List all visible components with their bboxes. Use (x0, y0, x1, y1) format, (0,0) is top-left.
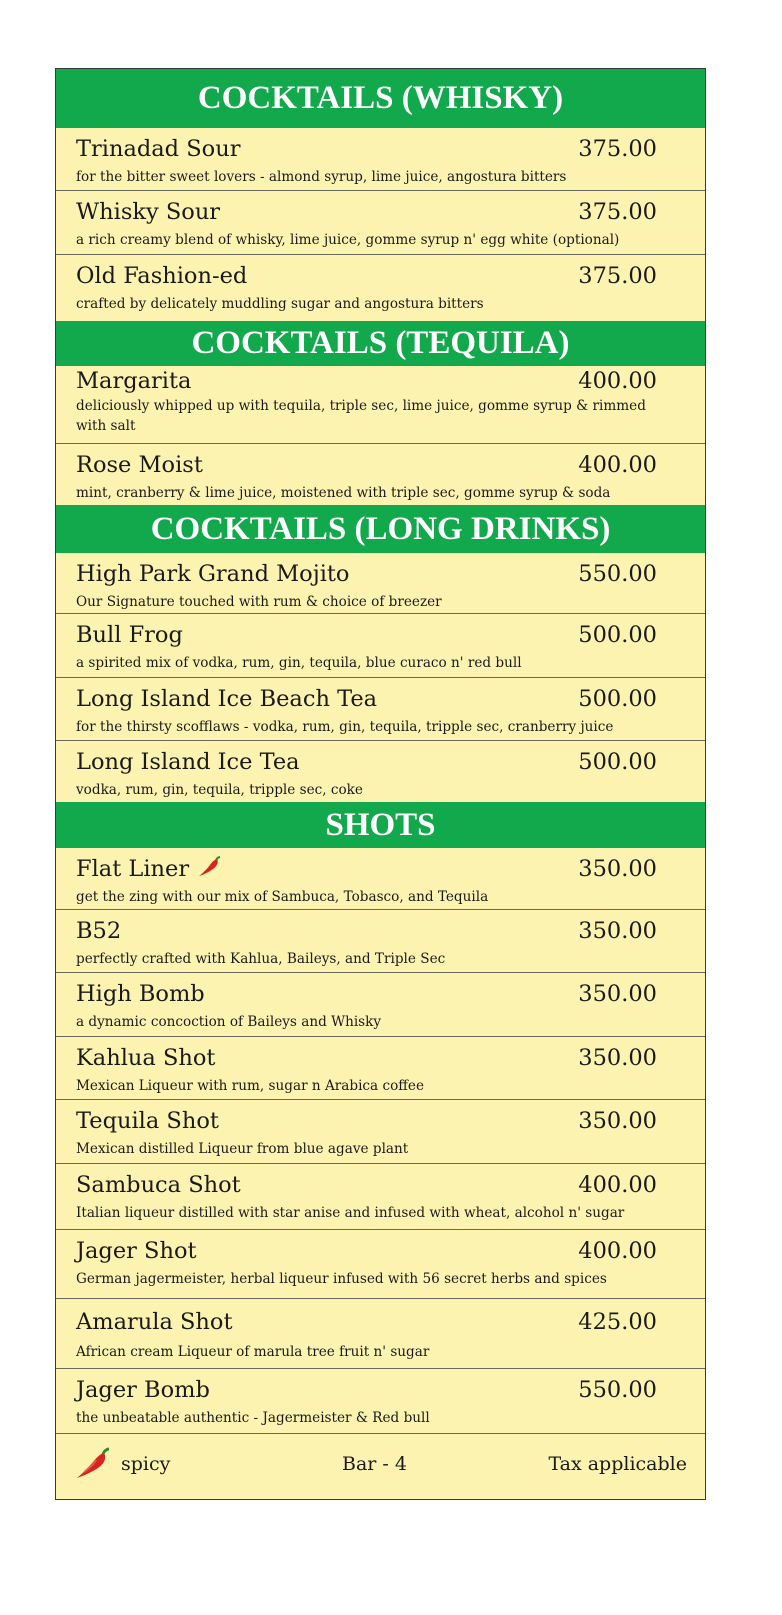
item-price: 425.00 (578, 1309, 657, 1335)
menu-item (56, 1037, 705, 1100)
item-price: 400.00 (578, 1238, 657, 1264)
menu-card (55, 68, 706, 1500)
item-description: a dynamic concoction of Baileys and Whisky (76, 1014, 382, 1030)
menu-item (56, 1299, 705, 1369)
item-price: 350.00 (578, 1108, 657, 1134)
section-title: COCKTAILS (LONG DRINKS) (150, 510, 611, 547)
item-description: Mexican Liqueur with rum, sugar n Arabica coffee (76, 1078, 425, 1094)
item-description: German jagermeister, herbal liqueur infused with 56 secret herbs and spices (76, 1271, 607, 1287)
item-description: African cream Liqueur of marula tree fruit n' sugar (76, 1344, 430, 1360)
section-header-cocktails-tequila (56, 321, 705, 366)
item-price: 350.00 (578, 981, 657, 1007)
menu-item (56, 444, 705, 505)
item-name: Rose Moist (76, 452, 203, 478)
bar-label: Bar - 4 (342, 1453, 407, 1475)
item-name: Whisky Sour (76, 199, 221, 225)
item-name: High Park Grand Mojito (76, 561, 350, 587)
menu-item (56, 1369, 705, 1435)
item-price: 550.00 (578, 1377, 657, 1403)
item-price: 375.00 (578, 136, 657, 162)
item-name: Kahlua Shot (76, 1045, 216, 1071)
menu-footer (56, 1433, 705, 1499)
item-name: Sambuca Shot (76, 1172, 241, 1198)
item-name: Margarita (76, 368, 192, 394)
item-price: 375.00 (578, 263, 657, 289)
item-price: 400.00 (578, 368, 657, 394)
menu-item (56, 1100, 705, 1164)
item-description: for the bitter sweet lovers - almond syrup, lime juice, angostura bitters (76, 169, 567, 185)
menu-item (56, 848, 705, 910)
item-name: Jager Shot (76, 1238, 197, 1264)
item-price: 500.00 (578, 622, 657, 648)
item-name: Long Island Ice Tea (76, 749, 300, 775)
item-price: 400.00 (578, 1172, 657, 1198)
section-title: COCKTAILS (WHISKY) (197, 80, 564, 116)
item-description: perfectly crafted with Kahlua, Baileys, and Triple Sec (76, 951, 446, 967)
item-name: High Bomb (76, 981, 205, 1007)
item-price: 550.00 (578, 561, 657, 587)
item-description: a rich creamy blend of whisky, lime juice, gomme syrup n' egg white (optional) (76, 232, 620, 248)
item-price: 350.00 (578, 1045, 657, 1071)
section-title: COCKTAILS (TEQUILA) (191, 325, 570, 361)
item-price: 350.00 (578, 856, 657, 882)
item-name: Trinadad Sour (76, 136, 241, 162)
menu-item (56, 366, 705, 444)
item-name (76, 856, 221, 884)
section-header-cocktails-whisky (56, 69, 705, 128)
chili-pepper-icon (74, 1447, 110, 1485)
item-description: for the thirsty scofflaws - vodka, rum, gin, tequila, tripple sec, cranberry juice (76, 719, 614, 735)
item-description: the unbeatable authentic - Jagermeister & Red bull (76, 1410, 430, 1426)
spicy-legend-label: spicy (121, 1453, 171, 1475)
item-price: 350.00 (578, 918, 657, 944)
item-name: Jager Bomb (76, 1377, 210, 1403)
item-name: Bull Frog (76, 622, 183, 648)
item-price: 400.00 (578, 452, 657, 478)
item-price: 500.00 (578, 749, 657, 775)
menu-item (56, 128, 705, 191)
item-name: Long Island Ice Beach Tea (76, 686, 378, 712)
item-description: deliciously whipped up with tequila, triple sec, lime juice, gomme syrup & rimmed with salt (76, 398, 646, 434)
section-title: SHOTS (325, 806, 436, 843)
item-name: Tequila Shot (76, 1108, 219, 1134)
menu-item (56, 741, 705, 802)
item-description: vodka, rum, gin, tequila, tripple sec, coke (76, 782, 363, 798)
menu-item (56, 1230, 705, 1299)
menu-item (56, 191, 705, 255)
item-description: Italian liqueur distilled with star anise and infused with wheat, alcohol n' sugar (76, 1205, 625, 1221)
item-description: Our Signature touched with rum & choice of breezer (76, 594, 442, 610)
menu-item (56, 553, 705, 614)
item-name: Old Fashion-ed (76, 263, 248, 289)
item-name: Amarula Shot (76, 1309, 233, 1335)
chili-pepper-icon (197, 856, 221, 884)
menu-item (56, 973, 705, 1037)
menu-item (56, 1164, 705, 1230)
section-header-cocktails-long-drinks (56, 505, 705, 553)
item-description: get the zing with our mix of Sambuca, Tobasco, and Tequila (76, 889, 489, 905)
item-price: 375.00 (578, 199, 657, 225)
section-header-shots (56, 802, 705, 848)
item-description: crafted by delicately muddling sugar and angostura bitters (76, 296, 484, 312)
item-name: B52 (76, 918, 122, 944)
item-price: 500.00 (578, 686, 657, 712)
item-name-text: Flat Liner (76, 856, 190, 882)
menu-item (56, 678, 705, 741)
item-description: a spirited mix of vodka, rum, gin, tequila, blue curaco n' red bull (76, 655, 522, 671)
menu-item (56, 255, 705, 321)
menu-item (56, 910, 705, 973)
tax-note: Tax applicable (548, 1453, 687, 1475)
item-description: Mexican distilled Liqueur from blue agave plant (76, 1141, 409, 1157)
menu-item (56, 614, 705, 678)
item-description: mint, cranberry & lime juice, moistened with triple sec, gomme syrup & soda (76, 485, 611, 501)
